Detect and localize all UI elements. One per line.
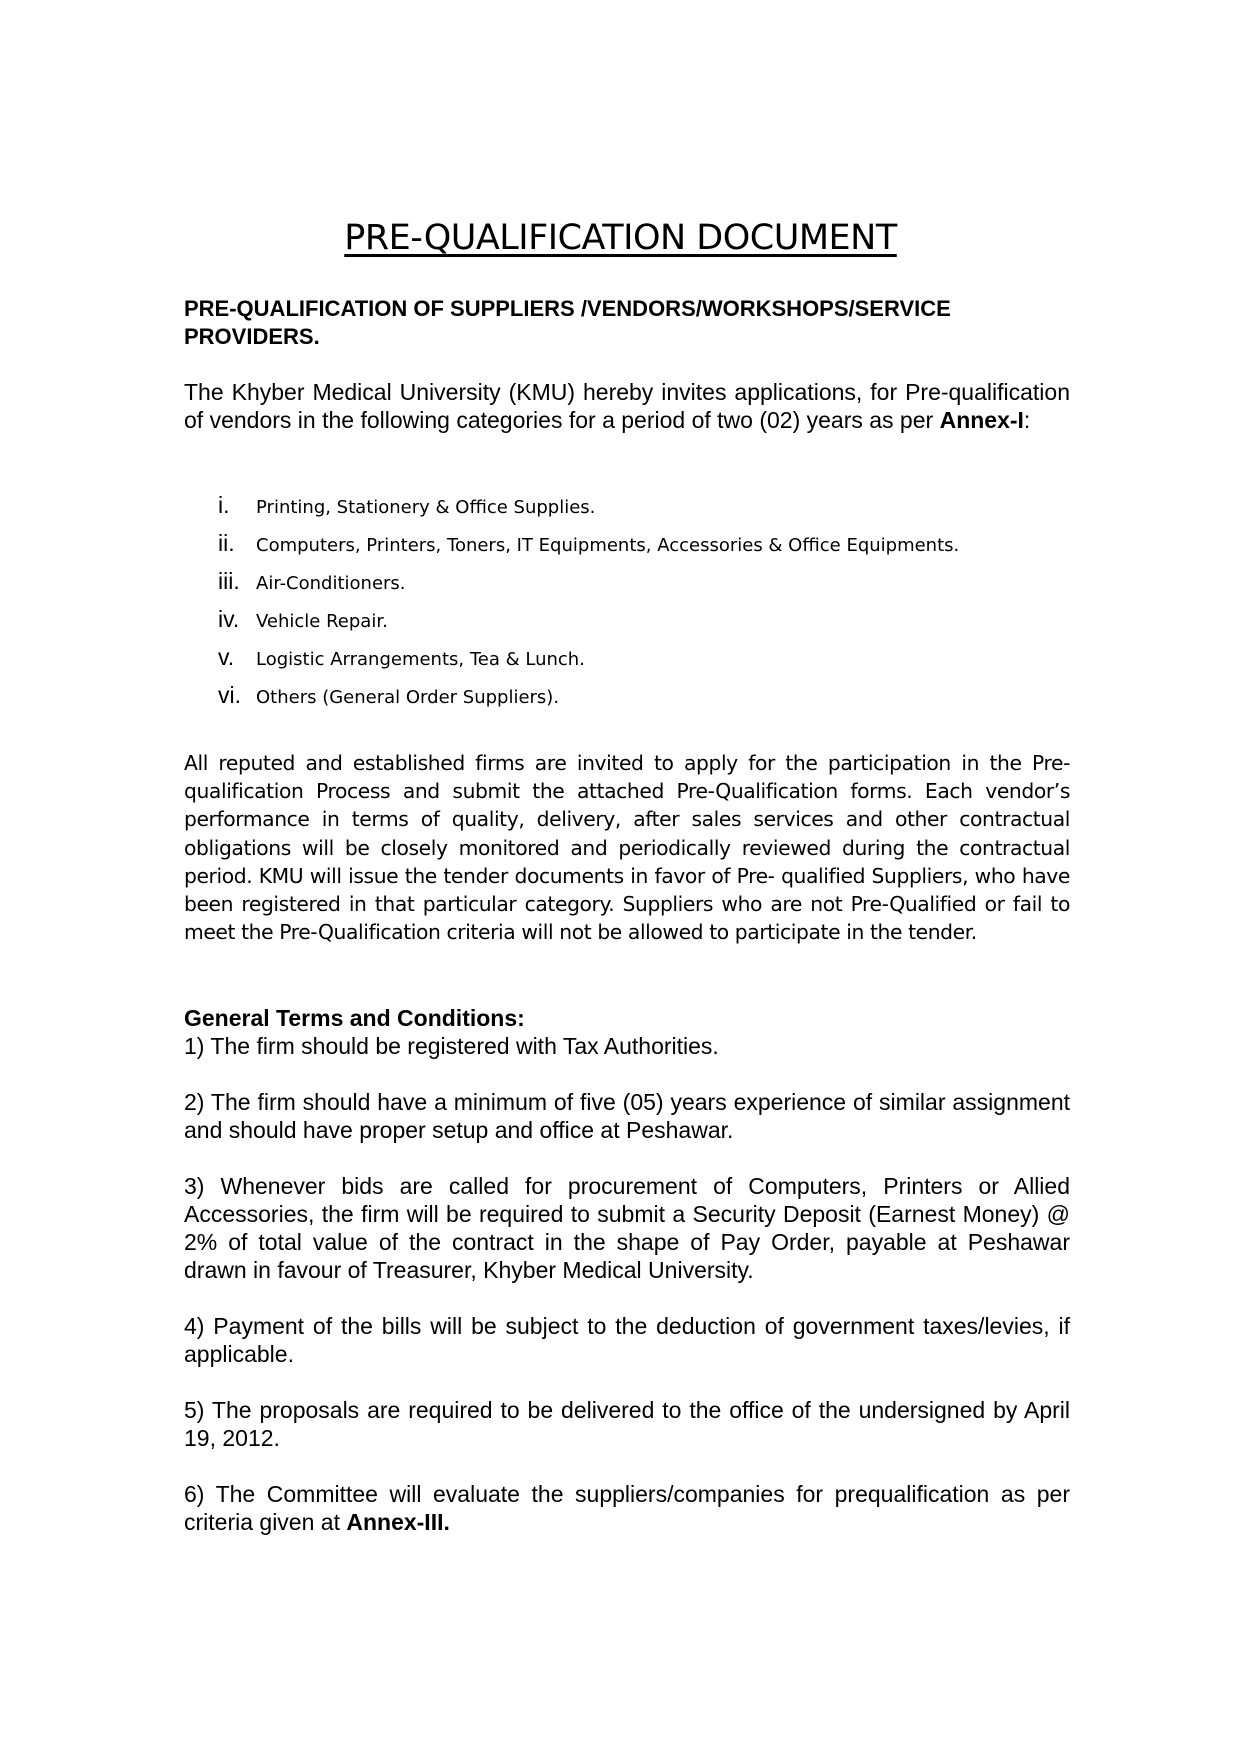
list-number: v. (218, 644, 235, 670)
list-label: Air-Conditioners. (256, 573, 406, 594)
condition-5: 5) The proposals are required to be delivered to the office of the undersigned by April 19, 2012. (184, 1397, 1070, 1451)
list-number: iv. (218, 606, 240, 632)
participation-paragraph: All reputed and established firms are invited to apply for the participation in the Pre-qualification Process and submit the attached Pre-Qualification forms. Each vendor’s performance in terms of quality, delivery, after sales services and other contractual obligations will be closely monitored and periodically reviewed during the contractual period. KMU will issue the tender documents in favor of Pre- qualified Suppliers, who have been registered in that particular category. Suppliers who are not Pre-Qualified or fail to meet the Pre-Qualification criteria will not be allowed to participate in the tender. (184, 751, 1070, 945)
list-number: ii. (218, 530, 235, 556)
list-label: Logistic Arrangements, Tea & Lunch. (256, 649, 585, 670)
list-item (218, 530, 1118, 568)
list-label: Printing, Stationery & Office Supplies. (256, 497, 596, 518)
list-label: Computers, Printers, Toners, IT Equipments, Accessories & Office Equipments. (256, 535, 960, 556)
list-number: vi. (218, 682, 241, 708)
list-number: i. (218, 492, 230, 518)
list-item (218, 492, 1118, 530)
condition-3: 3) Whenever bids are called for procurement of Computers, Printers or Allied Accessories, the firm will be required to submit a Security Deposit (Earnest Money) @ 2% of total value of the contract in the shape of Pay Order, payable at Peshawar drawn in favour of Treasurer, Khyber Medical University. (184, 1173, 1070, 1283)
list-item (218, 568, 1118, 606)
category-list (218, 492, 1118, 720)
list-item (218, 682, 1118, 720)
condition-2: 2) The firm should have a minimum of five (05) years experience of similar assignment and should have proper setup and office at Peshawar. (184, 1089, 1070, 1143)
list-item (218, 606, 1118, 644)
condition-6-text: 6) The Committee will evaluate the suppliers/companies for prequalification as per criteria given at (184, 1481, 1070, 1535)
condition-1: 1) The firm should be registered with Tax Authorities. (184, 1033, 719, 1059)
list-number: iii. (218, 568, 240, 594)
intro-paragraph (184, 378, 1070, 434)
condition-4: 4) Payment of the bills will be subject to the deduction of government taxes/levies, if applicable. (184, 1313, 1070, 1367)
annex-reference: Annex-I (939, 407, 1024, 433)
list-label: Others (General Order Suppliers). (256, 687, 560, 708)
condition-6 (184, 1480, 1070, 1536)
subheading: PRE-QUALIFICATION OF SUPPLIERS /VENDORS/WORKSHOPS/SERVICE PROVIDERS. (184, 296, 951, 349)
list-item (218, 644, 1118, 682)
list-label: Vehicle Repair. (256, 611, 388, 632)
intro-text: The Khyber Medical University (KMU) hereby invites applications, for Pre-qualification of vendors in the following categories for a period of two (02) years as per (184, 379, 1070, 433)
annex-iii-reference: Annex-III. (346, 1509, 450, 1535)
terms-heading: General Terms and Conditions: (184, 1005, 525, 1031)
intro-suffix: : (1023, 407, 1031, 433)
document-title: PRE-QUALIFICATION DOCUMENT (344, 218, 897, 258)
